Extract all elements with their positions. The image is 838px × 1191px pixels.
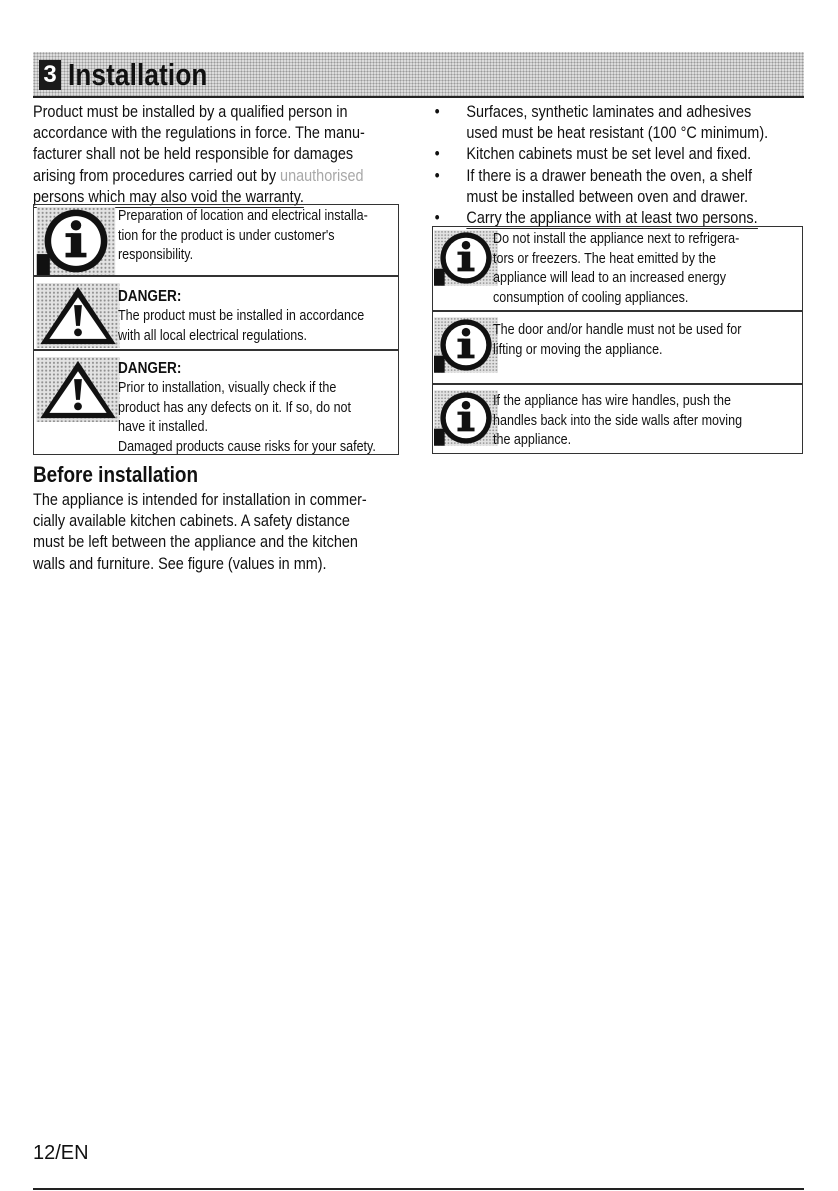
danger-note-1-line-1: The product must be installed in accordance (118, 308, 365, 324)
bullet-item-3 (432, 165, 804, 207)
before-installation-line-4: walls and furniture. See figure (values in mm). (33, 553, 327, 573)
info-note-3 (493, 321, 803, 360)
danger-note-2-line-2: product has any defects on it. If so, do not (118, 399, 352, 416)
intro-line-2: accordance with the regulations in force. The manu- (33, 123, 365, 143)
info-note-2-line-1: Do not install the appliance next to refrigera- (493, 231, 740, 247)
note-divider (433, 383, 802, 385)
bullet-item-1 (432, 101, 804, 143)
intro-line-1: Product must be installed by a qualified person in (33, 102, 348, 121)
note-divider (34, 349, 398, 351)
info-note-2-line-4: consumption of cooling appliances. (493, 289, 689, 306)
bullet-dot: • (434, 102, 440, 121)
danger-note-2 (118, 359, 398, 457)
intro-line-3: facturer shall not be held responsible for damages (33, 144, 354, 164)
before-installation-heading: Before installation (33, 462, 199, 487)
danger-note-1-line-2: with all local electrical regulations. (118, 327, 308, 344)
info-note-2-line-3: appliance will lead to an increased energy (493, 270, 727, 286)
intro-line-4-text: arising from procedures carried out by (33, 165, 281, 185)
info-note-4-line-2: handles back into the side walls after moving (493, 412, 743, 429)
warning-icon (35, 357, 121, 422)
intro-line-4-faint: unauthorised (280, 165, 364, 185)
before-installation-line-3: must be left between the appliance and the kitchen (33, 532, 358, 552)
footer-rule (33, 1188, 804, 1190)
danger-note-2-line-3: have it installed. (118, 419, 209, 435)
chapter-number-badge: 3 (39, 60, 61, 90)
info-note-2 (493, 230, 794, 308)
bullet-item-4-text: Carry the appliance with at least two persons. (466, 208, 758, 228)
bullet-item-1-line-1: Surfaces, synthetic laminates and adhesives (466, 102, 752, 121)
right-notes-box (432, 226, 803, 454)
before-installation-section (33, 462, 401, 574)
bullet-dot: • (434, 144, 440, 164)
info-note-3-line-1: The door and/or handle must not be used for (493, 322, 742, 338)
info-icon (35, 207, 117, 275)
warning-icon (35, 283, 121, 348)
info-icon (434, 229, 498, 287)
requirements-list (432, 101, 804, 228)
intro-paragraph (33, 101, 399, 207)
note-divider (433, 310, 802, 312)
info-note-1-line-1: Preparation of location and electrical installa- (118, 208, 368, 224)
intro-line-5-text: persons which may also void the warranty. (33, 186, 304, 206)
info-note-3-line-2: lifting or moving the appliance. (493, 341, 663, 358)
info-note-4 (493, 392, 803, 451)
danger-note-1-title: DANGER: (118, 288, 182, 305)
info-note-1 (118, 207, 393, 266)
page-number: 12/EN (33, 1142, 89, 1164)
bullet-item-3-line-1: If there is a drawer beneath the oven, a shelf (466, 165, 753, 185)
before-installation-line-1: The appliance is intended for installation in commer- (33, 490, 367, 509)
header-rule (33, 96, 804, 98)
danger-note-2-line-1: Prior to installation, visually check if the (118, 380, 337, 396)
info-icon (434, 316, 498, 374)
bullet-item-1-line-2: used must be heat resistant (100 °C minimum). (466, 123, 769, 143)
danger-note-2-title: DANGER: (118, 360, 182, 377)
info-note-4-line-3: the appliance. (493, 432, 572, 448)
danger-note-1 (118, 287, 393, 346)
before-installation-line-2: cially available kitchen cabinets. A safety distance (33, 511, 350, 531)
chapter-title: Installation (68, 57, 208, 92)
bullet-item-3-line-2: must be installed between oven and drawer. (466, 186, 749, 206)
info-note-1-line-2: tion for the product is under customer's (118, 227, 335, 244)
bullet-item-2 (432, 143, 804, 164)
info-note-2-line-2: tors or freezers. The heat emitted by the (493, 250, 717, 267)
info-note-4-line-1: If the appliance has wire handles, push the (493, 393, 731, 409)
intro-line-4 (33, 165, 399, 186)
bullet-dot: • (434, 165, 440, 185)
danger-note-2-line-4: Damaged products cause risks for your safety. (118, 438, 376, 455)
bullet-item-2-line-1: Kitchen cabinets must be set level and fixed. (466, 144, 752, 164)
note-divider (34, 275, 398, 277)
left-notes-box (33, 204, 399, 455)
info-note-1-line-3: responsibility. (118, 247, 194, 263)
info-icon (434, 389, 498, 447)
bullet-dot: • (434, 208, 440, 228)
